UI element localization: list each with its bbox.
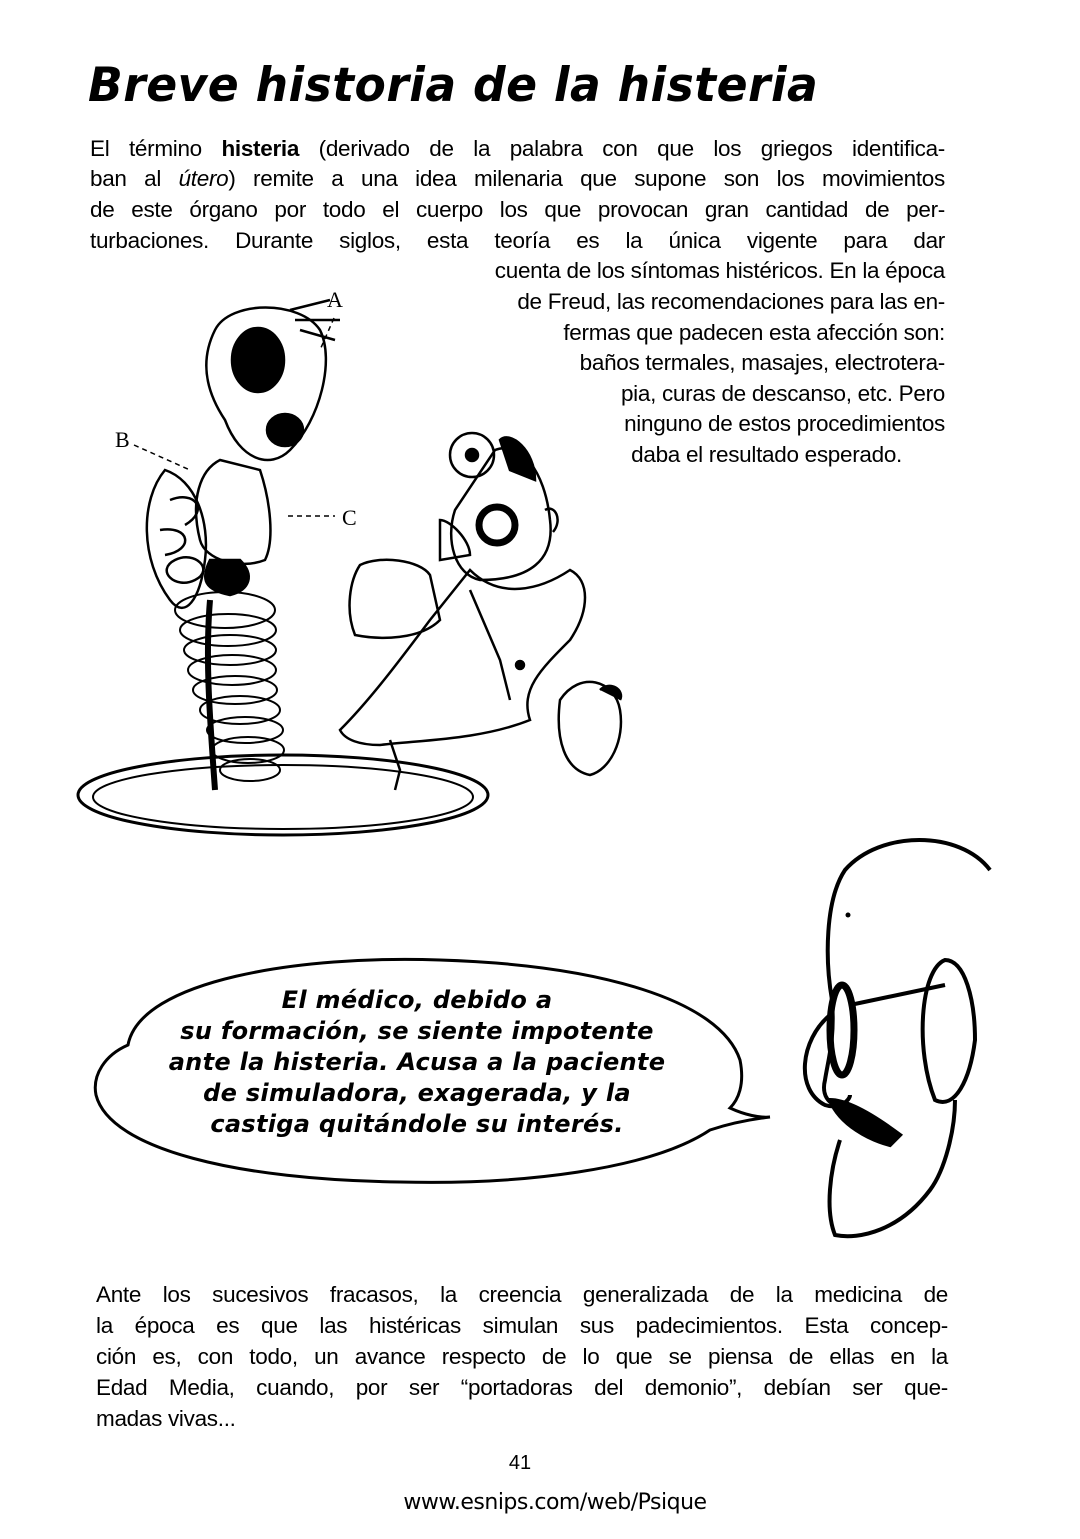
- text-line: la época es que las histéricas simulan sus padecimientos. Esta concep-: [96, 1313, 948, 1338]
- text-line: ción es, con todo, un avance respecto de lo que se piensa de ellas en la: [96, 1344, 948, 1369]
- text-line: turbaciones. Durante siglos, esta teoría es la única vigente para dar: [90, 228, 945, 253]
- bubble-line: El médico, debido a: [281, 986, 553, 1014]
- footer-url: www.esnips.com/web/Psique: [403, 1490, 707, 1515]
- doctor-profile-icon: [805, 840, 990, 1236]
- text-line: de este órgano por todo el cuerpo los que provocan gran cantidad de per-: [90, 197, 945, 222]
- bubble-line: castiga quitándole su interés.: [210, 1110, 624, 1138]
- text-line: Ante los sucesivos fracasos, la creencia generalizada de la medicina de: [96, 1282, 948, 1307]
- label-a: A: [327, 287, 343, 312]
- bubble-line: ante la histeria. Acusa a la paciente: [168, 1048, 666, 1076]
- text-line: baños termales, masajes, electrotera-: [579, 350, 945, 375]
- bubble-line: de simuladora, exagerada, y la: [203, 1079, 631, 1107]
- label-b: B: [115, 427, 130, 452]
- speech-bubble-text: [112, 985, 722, 1140]
- floor-ellipse-icon: [78, 755, 488, 835]
- text-line: de Freud, las recomendaciones para las en-: [517, 289, 945, 314]
- text-line: fermas que padecen esta afección son:: [563, 320, 945, 345]
- text-line: madas vivas...: [96, 1406, 236, 1431]
- patient-figure-icon: [147, 300, 340, 790]
- label-c: C: [342, 505, 357, 530]
- text-line: daba el resultado esperado.: [631, 442, 902, 467]
- page-title: Breve historia de la histeria: [88, 58, 819, 113]
- text-line: cuenta de los síntomas histéricos. En la época: [494, 258, 945, 283]
- text-line: pia, curas de descanso, etc. Pero: [620, 381, 945, 406]
- text-line: ban al útero) remite a una idea milenaria que supone son los movimientos: [90, 166, 945, 191]
- doctor-figure-icon: [340, 433, 621, 790]
- text-line: Edad Media, cuando, por ser “portadoras del demonio”, debían ser que-: [96, 1375, 948, 1400]
- page-number: 41: [508, 1452, 532, 1474]
- text-line: ninguno de estos procedimientos: [624, 411, 945, 436]
- bubble-line: su formación, se siente impotente: [180, 1017, 654, 1045]
- text-line: El término histeria (derivado de la palabra con que los griegos identifica-: [90, 136, 946, 161]
